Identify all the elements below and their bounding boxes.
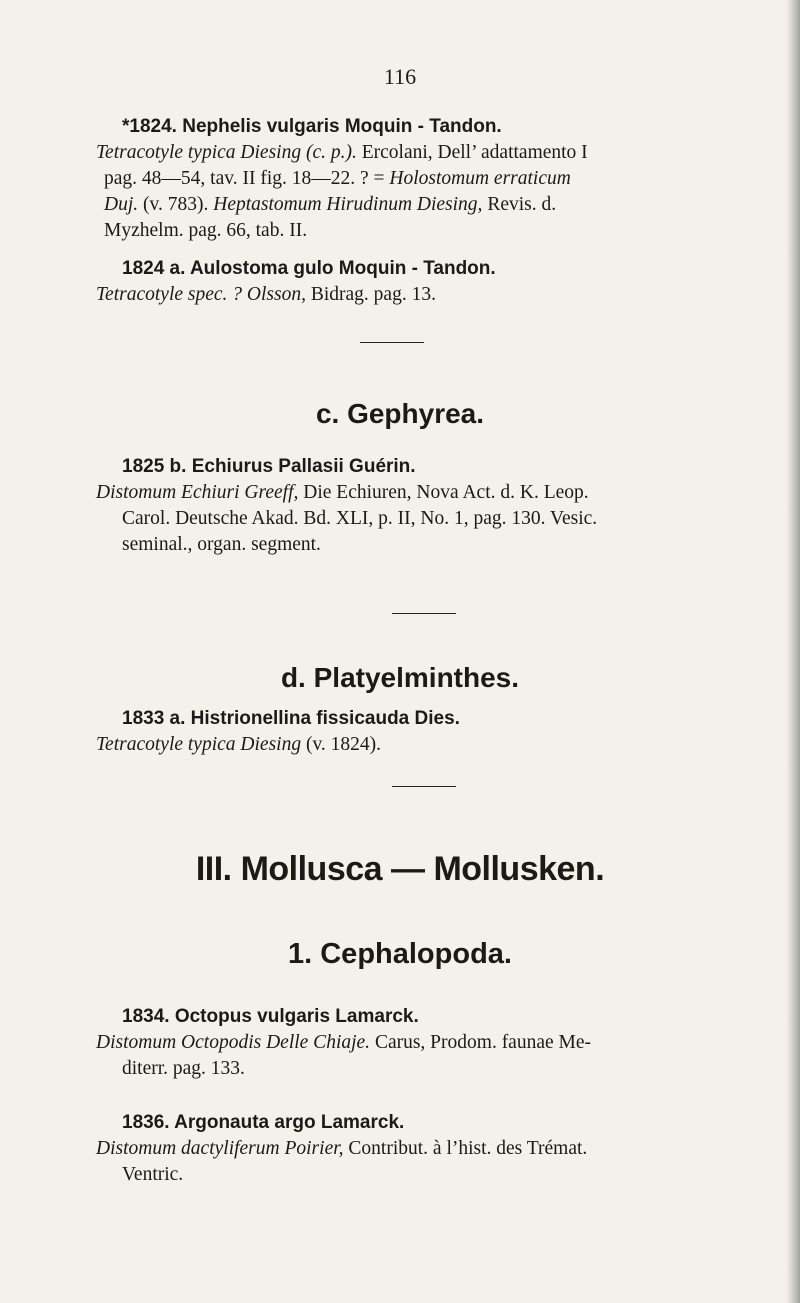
species-name: Distomum dactyliferum Poirier,: [96, 1138, 344, 1159]
entry-line: [96, 1030, 776, 1056]
author-abbrev: Duj.: [104, 194, 139, 215]
citation-text: pag. 48—54, tav. II fig. 18—22. ? =: [104, 168, 390, 189]
entry-line: [96, 166, 776, 192]
entry-heading: 1834. Octopus vulgaris Lamarck.: [122, 1006, 419, 1027]
entry-heading: 1825 b. Echiurus Pallasii Guérin.: [122, 456, 416, 477]
divider-rule: [360, 342, 424, 343]
section-heading-platyelminthes: d. Platyelminthes.: [280, 662, 520, 693]
species-name: Tetracotyle spec. ? Olsson,: [96, 284, 306, 305]
citation-text: (v. 1824).: [301, 734, 382, 755]
species-name: Tetracotyle typica Diesing: [96, 734, 302, 755]
order-heading: 1. Cephalopoda.: [288, 938, 512, 970]
entry-heading: 1833 a. Histrionellina fissicauda Dies.: [122, 708, 460, 729]
class-heading: III. Mollusca — Mollusken.: [195, 850, 605, 888]
entry-line: seminal., organ. segment.: [122, 534, 321, 555]
entry-1825b: [96, 454, 776, 558]
entry-1834: [96, 1004, 776, 1082]
entry-line: diterr. pag. 133.: [122, 1058, 245, 1079]
entry-1833a: [96, 706, 776, 758]
entry-heading: 1824 a. Aulostoma gulo Moquin - Tandon.: [122, 258, 496, 279]
species-name: Holostomum erraticum: [389, 168, 571, 189]
entry-heading: *1824. Nephelis vulgaris Moquin - Tandon.: [122, 116, 502, 137]
entry-line: [96, 480, 776, 506]
entry-1824: [96, 114, 776, 244]
entry-1824a: [96, 256, 776, 308]
entry-line: [96, 282, 776, 308]
species-name: Tetracotyle typica Diesing (c. p.).: [96, 142, 357, 163]
entry-heading: 1836. Argonauta argo Lamarck.: [122, 1112, 405, 1133]
citation-text: (v. 783).: [138, 194, 214, 215]
divider-rule: [392, 613, 456, 614]
citation-text: Die Echiuren, Nova Act. d. K. Leop.: [298, 482, 589, 503]
species-name: Heptastomum Hirudinum Diesing,: [213, 194, 483, 215]
entry-line: [96, 1136, 776, 1162]
section-heading-gephyrea: c. Gephyrea.: [315, 398, 485, 429]
citation-text: Contribut. à l’hist. des Trémat.: [343, 1138, 588, 1159]
citation-text: Bidrag. pag. 13.: [305, 284, 436, 305]
species-name: Distomum Octopodis Delle Chiaje.: [96, 1032, 371, 1053]
entry-line: [96, 192, 776, 218]
entry-1836: [96, 1110, 776, 1188]
citation-text: Ercolani, Dell’ adattamento I: [356, 142, 588, 163]
citation-text: Revis. d.: [482, 194, 557, 215]
page-edge-shadow: [786, 0, 800, 1303]
species-name: Distomum Echiuri Greeff,: [96, 482, 299, 503]
citation-text: Carus, Prodom. faunae Me-: [370, 1032, 592, 1053]
entry-line: Carol. Deutsche Akad. Bd. XLI, p. II, No. 1, pag. 130. Vesic.: [122, 508, 598, 529]
entry-line: [96, 732, 776, 758]
page-number: 116: [383, 64, 417, 89]
entry-line: Myzhelm. pag. 66, tab. II.: [104, 220, 308, 241]
entry-line: Ventric.: [122, 1164, 184, 1185]
divider-rule: [392, 786, 456, 787]
entry-line: [96, 140, 776, 166]
